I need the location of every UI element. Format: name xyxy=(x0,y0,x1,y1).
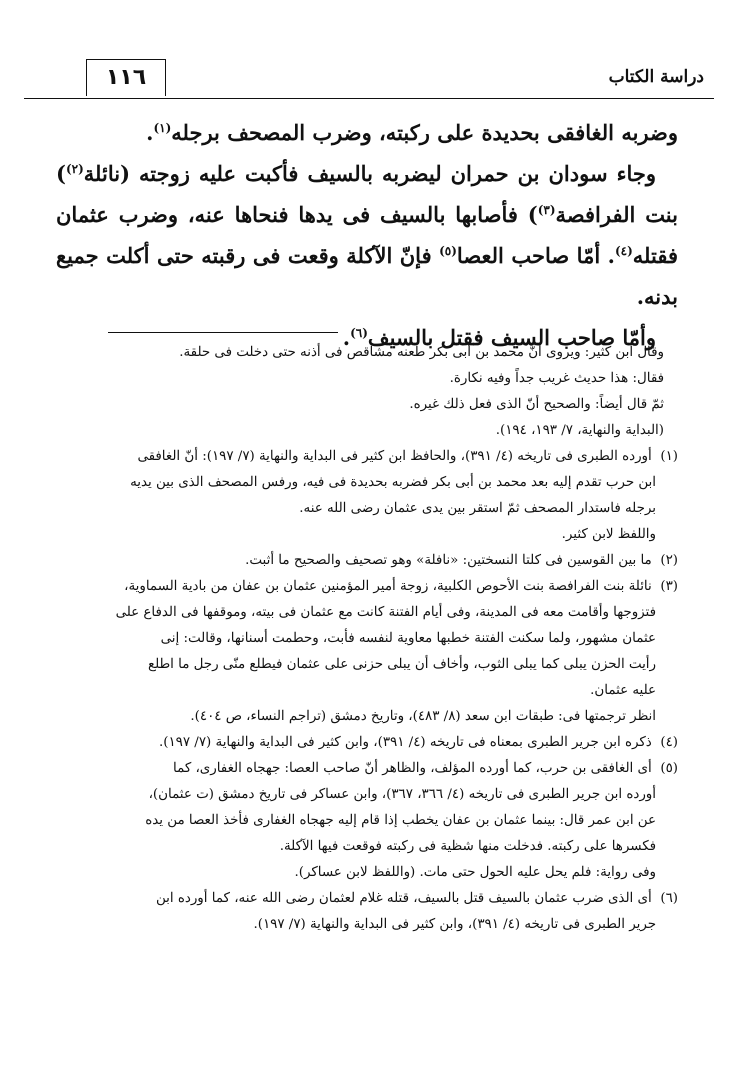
footnote-ref-3: (٣) xyxy=(537,203,556,217)
footnote-line: انظر ترجمتها فى: طبقات ابن سعد (٨/ ٤٨٣)، وتاريخ دمشق (تراجم النساء، ص ٤٠٤). xyxy=(190,709,656,724)
footnote-6: (٦) أى الذى ضرب عثمان بالسيف قتل بالسيف، قتله غلام لعثمان رضى الله عنه، كما أورده ابن xyxy=(40,886,678,912)
footnote-number: (٥) xyxy=(660,761,678,776)
footnote-line: أورده ابن جرير الطبرى فى تاريخه (٤/ ٣٦٦، ٣٦٧)، وابن عساكر فى تاريخ دمشق (ت عثمان)، xyxy=(148,787,656,802)
footnote-ref-1: (١) xyxy=(153,121,172,135)
footnote-number: (٦) xyxy=(660,891,678,906)
footnote-5: (٥) أى الغافقى بن حرب، كما أورده المؤلف، والظاهر أنّ صاحب العصا: جهجاه الغفارى، كما xyxy=(40,756,678,782)
footnote-line: فتزوجها وأقامت معه فى المدينة، وفى أيام الفتنة كانت مع عثمان فى بيته، وموقفها فى الدفاع على xyxy=(115,605,656,620)
footnote-line: فقال: هذا حديث غريب جداً وفيه نكارة. xyxy=(449,371,664,386)
footnote-line: عثمان مشهور، ولما سكنت الفتنة خطبها معاوية لنفسه فأبت، وحطمت أسنانها، وقالت: إنى xyxy=(160,631,656,646)
footnote-line: وفى رواية: فلم يحل عليه الحول حتى مات. (واللفظ لابن عساكر). xyxy=(294,865,656,880)
footnote-ref-4: (٤) xyxy=(614,244,633,258)
footnote-line: عن ابن عمر قال: بينما عثمان بن عفان يخطب إذا قام إليه جهجاه الغفارى فأخذ العصا من يده xyxy=(145,813,656,828)
footnote-number: (١) xyxy=(660,449,678,464)
page-number: ١١٦ xyxy=(86,59,166,96)
paragraph-3: وأمّا صاحب السيف فقتل بالسيف$^{(٦)}$. xyxy=(342,325,656,350)
footnote-line: رأيت الحزن يبلى كما يبلى الثوب، وأخاف أن يبلى حزنى على عثمان فيطلع منّى رجل ما اطلع xyxy=(147,657,656,672)
footnote-3: (٣) نائلة بنت الفرافصة بنت الأحوص الكلبية، زوجة أمير المؤمنين عثمان بن عفان من بادية السماوية، xyxy=(40,574,678,600)
footnote-number: (٤) xyxy=(660,735,678,750)
footnote-ref-5: (٥) xyxy=(439,244,457,258)
footnote-number: (٢) xyxy=(660,553,678,568)
footnote-line: جرير الطبرى فى تاريخه (٤/ ٣٩١)، وابن كثير فى البداية والنهاية (٧/ ١٩٧). xyxy=(253,917,656,932)
footnote-separator xyxy=(108,332,338,333)
footnote-line: برجله فاستدار المصحف ثمّ استقر بين يدى عثمان رضى الله عنه. xyxy=(299,501,656,516)
footnote-4: (٤) ذكره ابن جرير الطبرى بمعناه فى تاريخه (٤/ ٣٩١)، وابن كثير فى البداية والنهاية (٧/ ١٩٧). xyxy=(40,730,678,756)
footnote-line: ثمّ قال أيضاً: والصحيح أنّ الذى فعل ذلك غيره. xyxy=(409,397,664,412)
footnote-line: وقال ابن كثير: ويروى أنّ محمد بن أبى بكر طعنه مشاقص فى أذنه حتى دخلت فى حلقة. xyxy=(179,345,664,360)
page-header xyxy=(24,56,714,99)
running-title: دراسة الكتاب xyxy=(608,67,704,87)
footnote-ref-2: (٢) xyxy=(65,162,84,176)
footnote-1: (١) أورده الطبرى فى تاريخه (٤/ ٣٩١)، والحافظ ابن كثير فى البداية والنهاية (٧/ ١٩٧): أنّ الغافقى xyxy=(40,444,678,470)
footnote-2: (٢) ما بين القوسين فى كلتا النسختين: «نافلة» وهو تصحيف والصحيح ما أثبت. xyxy=(40,548,678,574)
footnote-line: (البداية والنهاية، ٧/ ١٩٣، ١٩٤). xyxy=(495,423,664,438)
footnote-line: واللفظ لابن كثير. xyxy=(561,527,656,542)
footnote-line: عليه عثمان. xyxy=(590,683,656,698)
paragraph-2: وجاء سودان بن حمران ليضربه بالسيف فأكبت عليه زوجته (نائلة$^{(٢)}$) بنت الفرافصة$^{(٣)}$) فأصابها بالسيف فى يدها فنحاها عنه، وضرب عثمان فقتله$^{(٤)}$. أمّا صاحب العصا$^{(٥)}$ فإنّ الآكلة وقعت فى رقبته حتى أكلت جميع بدنه. xyxy=(56,161,678,309)
footnote-ref-6: (٦) xyxy=(350,326,368,340)
paragraph-1: وضربه الغافقى بحديدة على ركبته، وضرب المصحف برجله$^{(١)}$. xyxy=(146,120,678,145)
footnote-number: (٣) xyxy=(660,579,678,594)
footnote-line: فكسرها على ركبته. فدخلت منها شظية فى ركبته فوقعت فيها الآكلة. xyxy=(279,839,656,854)
main-text xyxy=(56,112,678,358)
footnote-line: ابن حرب تقدم إليه بعد محمد بن أبى بكر فضربه بحديدة فى فيه، ورفس المصحف الذى بين يديه xyxy=(130,475,656,490)
footnotes xyxy=(40,340,678,938)
